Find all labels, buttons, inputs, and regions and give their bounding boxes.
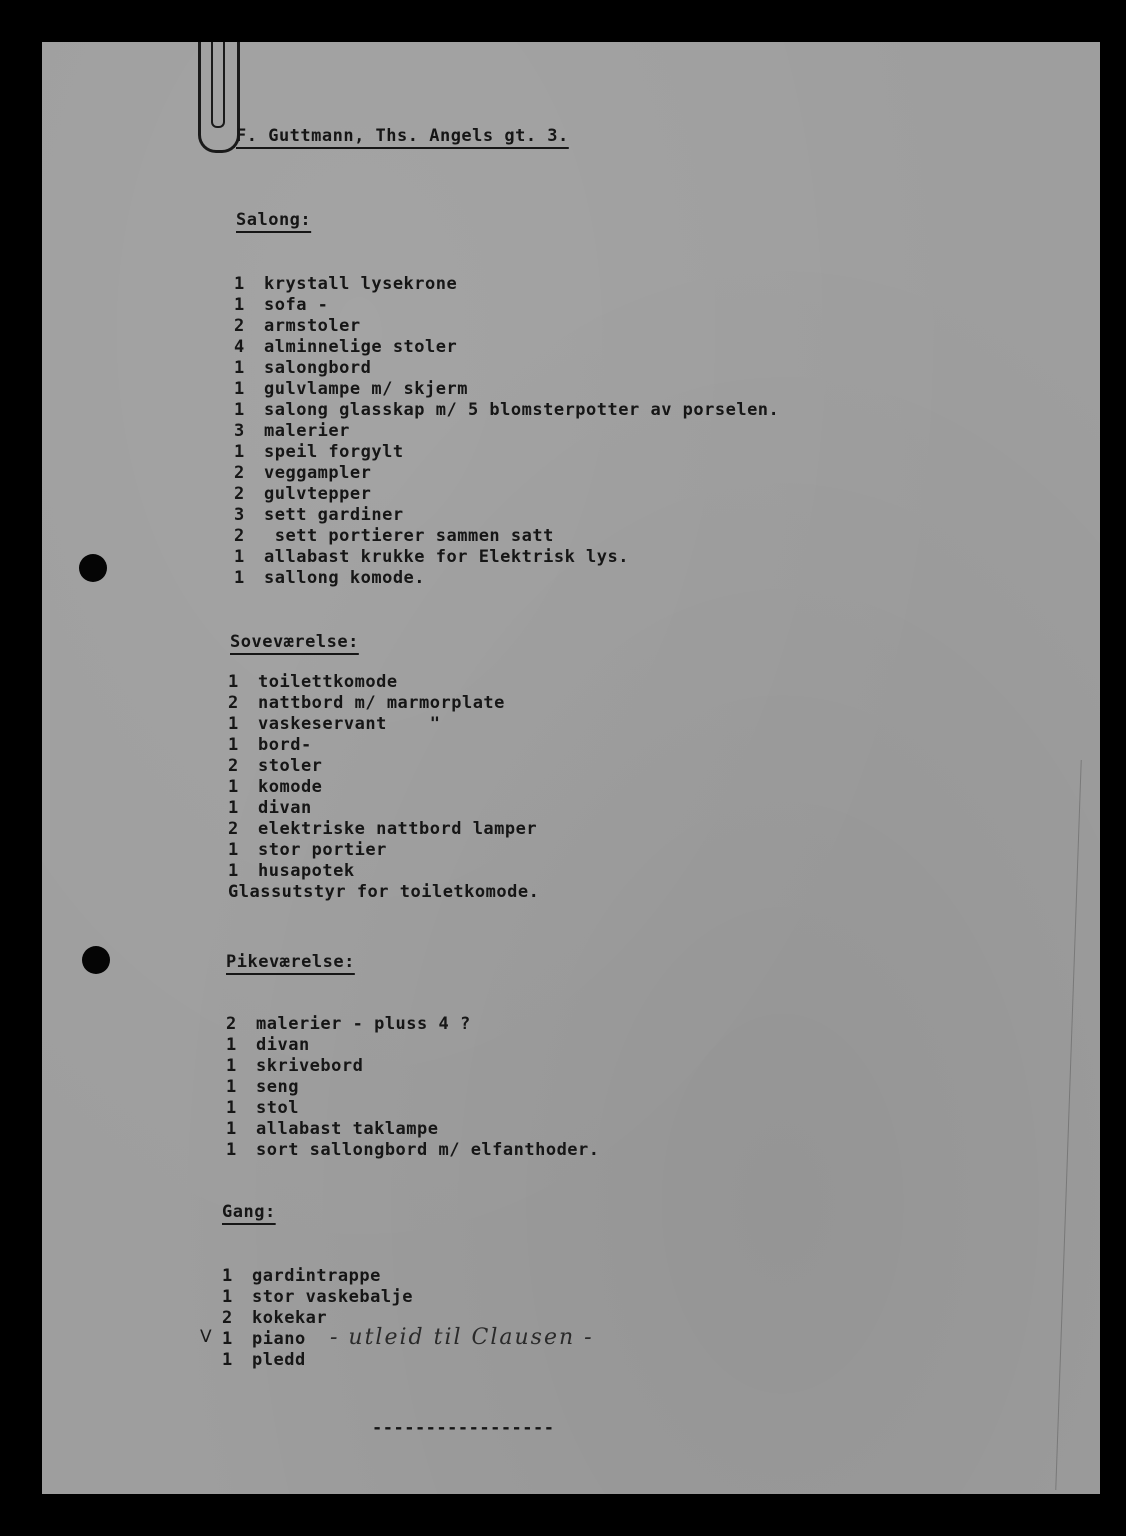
paper-clip-inner (211, 42, 225, 128)
list-item: 2 gulvtepper (234, 484, 372, 504)
section-title-pikevaerelse: Pikeværelse: (226, 952, 355, 972)
list-item: 2 kokekar (222, 1308, 328, 1328)
list-item: 2 veggampler (234, 463, 372, 483)
check-mark-icon: V (200, 1327, 212, 1347)
section-title-sovevaerelse: Soveværelse: (230, 632, 359, 652)
list-item: 2 nattbord m/ marmorplate (228, 693, 505, 713)
list-item: 1 pledd (222, 1350, 306, 1370)
list-item: 1 seng (226, 1077, 299, 1097)
list-item: 1 sofa - (234, 295, 329, 315)
document-header: F. Guttmann, Ths. Angels gt. 3. (236, 126, 569, 146)
list-item: 2 malerier - pluss 4 ? (226, 1014, 471, 1034)
list-item: 1 stor vaskebalje (222, 1287, 414, 1307)
list-item: 1 skrivebord (226, 1056, 364, 1076)
item-list-gang (222, 1266, 413, 1371)
list-item: 1 allabast taklampe (226, 1119, 439, 1139)
list-item: 1 stol (226, 1098, 299, 1118)
list-item: 2 sett portierer sammen satt (234, 526, 554, 546)
item-list-pikevaerelse (226, 1014, 600, 1161)
list-item: 2 elektriske nattbord lamper (228, 819, 538, 839)
list-item: 1 toilettkomode (228, 672, 398, 692)
section-title-gang: Gang: (222, 1202, 276, 1222)
list-item: 4 alminnelige stoler (234, 337, 458, 357)
end-rule: ----------------- (372, 1418, 555, 1438)
list-item: 1 sallong komode. (234, 568, 426, 588)
list-item: 1 krystall lysekrone (234, 274, 458, 294)
list-item: 1 salongbord (234, 358, 372, 378)
item-list-sovevaerelse (228, 672, 539, 903)
list-item: 1 piano (222, 1329, 306, 1349)
list-item: 2 stoler (228, 756, 323, 776)
list-item: 1 sort sallongbord m/ elfanthoder. (226, 1140, 600, 1160)
list-item: 1 bord- (228, 735, 312, 755)
list-item: 1 husapotek (228, 861, 355, 881)
list-item: 1 gulvlampe m/ skjerm (234, 379, 468, 399)
list-item: 1 gardintrappe (222, 1266, 381, 1286)
list-item: 1 stor portier (228, 840, 387, 860)
list-item: 1 salong glasskap m/ 5 blomsterpotter av porselen. (234, 400, 780, 420)
document-page (42, 42, 1100, 1494)
list-item: 3 malerier (234, 421, 350, 441)
list-item: 1 komode (228, 777, 323, 797)
list-item: Glassutstyr for toiletkomode. (228, 882, 540, 902)
list-item: 1 vaskeservant " (228, 714, 441, 734)
list-item: 2 armstoler (234, 316, 361, 336)
item-list-salong (234, 274, 779, 589)
list-item: 3 sett gardiner (234, 505, 404, 525)
handwritten-note: - utleid til Clausen - (330, 1325, 594, 1350)
punch-hole-bottom (82, 946, 110, 974)
list-item: 1 divan (226, 1035, 310, 1055)
punch-hole-top (79, 554, 107, 582)
list-item: 1 divan (228, 798, 312, 818)
list-item: 1 allabast krukke for Elektrisk lys. (234, 547, 629, 567)
list-item: 1 speil forgylt (234, 442, 404, 462)
section-title-salong: Salong: (236, 210, 312, 230)
